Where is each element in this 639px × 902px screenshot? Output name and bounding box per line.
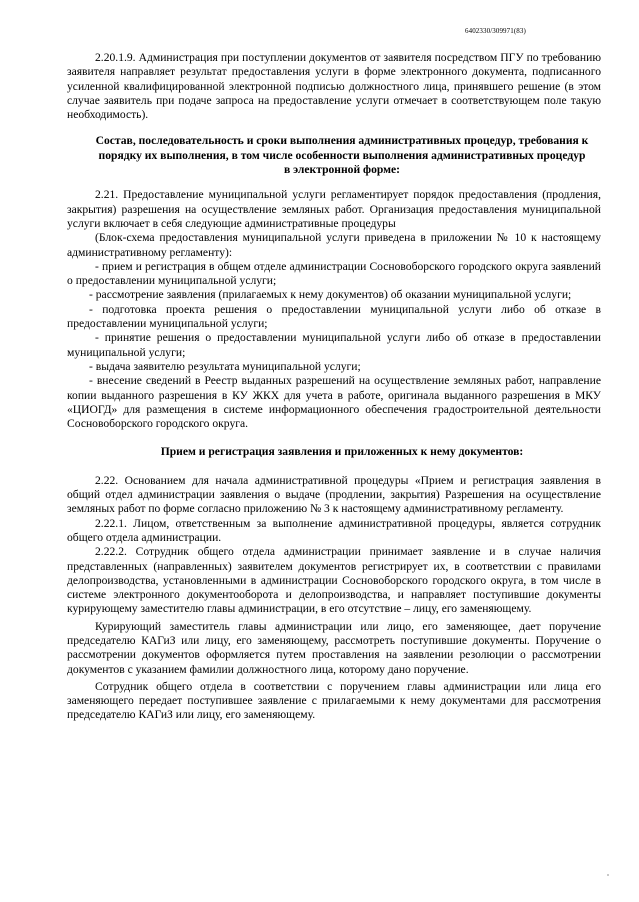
list-item: - подготовка проекта решения о предоставлении муниципальной услуги либо об отказе в предоставлении муниципальной услуги; [67, 302, 601, 331]
section-heading-reception: Прием и регистрация заявления и приложенных к нему документов: [160, 445, 524, 459]
document-body [67, 51, 601, 723]
paragraph-2-21: 2.21. Предоставление муниципальной услуги регламентирует порядок предоставления (продления, закрытия) разрешения на осуществление земляных работ. Организация предоставления муниципальной услуги включает в себя следующие административные процедуры [67, 188, 601, 230]
paragraph-2-22-2: 2.22.2. Сотрудник общего отдела администрации принимает заявление и в случае наличия представленных (направленных) заявителем документов регистрирует их, в соответствии с правилами делопроизводства, установленными в администрации Сосновоборского городского округа, в том числе в системе электронного документооборота и делопроизводства, и направляет поступившие документы курирующему заместителю главы администрации, в его отсутствие – лицу, его заменяющему. [67, 545, 601, 616]
document-id: 6402330/309971(83) [465, 27, 526, 35]
paragraph-general-department: Сотрудник общего отдела в соответствии с поручением главы администрации или лица его заменяющего передает поступившее заявление с прилагаемыми к нему документами для рассмотрения председателю КАГиЗ или лицу, его заменяющему. [67, 679, 601, 722]
list-item: - выдача заявителю результата муниципальной услуги; [89, 359, 361, 373]
paragraph-2-22-1: 2.22.1. Лицом, ответственным за выполнение административной процедуры, является сотрудник общего отдела администрации. [67, 516, 601, 544]
section-heading-procedures: Состав, последовательность и сроки выполнения административных процедур, требования к порядку их выполнения, в том числе особенности выполнения административных процедур в электронной форме: [95, 134, 589, 177]
list-item: - прием и регистрация в общем отделе администрации Сосновоборского городского округа заявлений о предоставлении муниципальной услуги; [67, 259, 601, 288]
paragraph-2-22: 2.22. Основанием для начала административной процедуры «Прием и регистрация заявления в общий отдел администрации заявления о выдаче (продлении, закрытия) Разрешения на осуществление земляных работ по форме согласно приложению № 3 к настоящему административному регламенту. [67, 473, 601, 516]
paragraph-deputy-head: Курирующий заместитель главы администрации или лицо, его заменяющее, дает поручение председателю КАГиЗ или лицу, его заменяющему, рассмотреть поступившие документы. Поручение о рассмотрении документов оформляется путем проставления на заявлении резолюции о рассмотрении документов с указанием фамилии должностного лица, которому дано поручение. [67, 619, 601, 676]
list-item: - внесение сведений в Реестр выданных разрешений на осуществление земляных работ, направление копии выданного разрешения в КУ ЖКХ для учета в работе, оригинала выданного разрешения в МКУ «ЦИОГД» для размещения в системе информационного обеспечения градостроительной деятельности Сосновоборского городского округа. [67, 374, 601, 431]
paragraph-block-scheme: (Блок-схема предоставления муниципальной услуги приведена в приложении № 10 к настоящему административному регламенту): [67, 231, 601, 259]
scan-speck [607, 874, 609, 876]
list-item: - рассмотрение заявления (прилагаемых к нему документов) об оказании муниципальной услуги; [89, 288, 572, 302]
list-item: - принятие решения о предоставлении муниципальной услуги либо об отказе в предоставлении муниципальной услуги; [67, 331, 601, 359]
paragraph-2-20-1-9: 2.20.1.9. Администрация при поступлении документов от заявителя посредством ПГУ по требованию заявителя направляет результат предоставления услуги в форме электронного документа, подписанного усиленной квалифицированной электронной подписью должностного лица, принявшего решение (в этом случае заявитель при подаче запроса на предоставление услуги отмечает в соответствующем поле такую необходимость). [67, 51, 601, 122]
